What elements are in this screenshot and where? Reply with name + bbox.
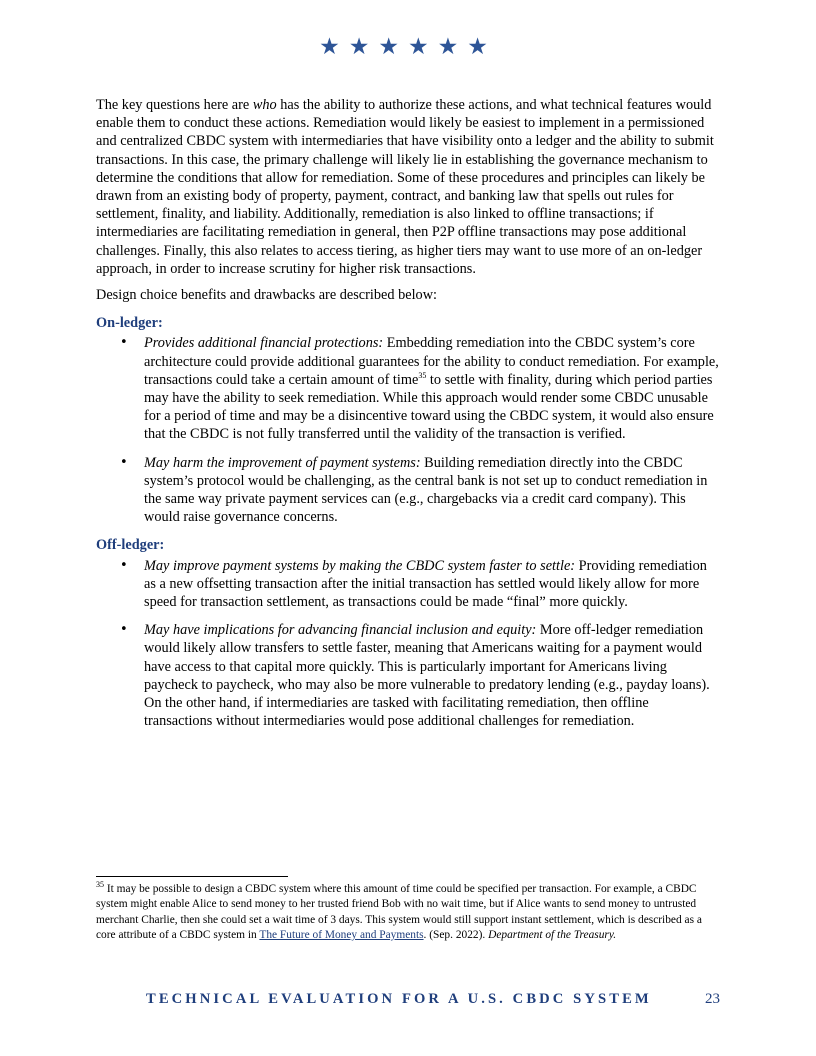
item-lead: Provides additional financial protections: xyxy=(144,335,384,352)
footnote: $^{35}$ It may be possible to design a CBDC system where this amount of time could be specified per transaction. For example, a CBDC system might enable Alice to send money to her trusted friend Bob with no wait time, but if Alice wants to send money to untrusted merchant Charlie, then she could set a wait time of 3 days. This system would still support instant settlement, which is described as a core attribute of a CBDC system in The Future of Money and Payments. (Sep. 2022). Department of the Treasury. xyxy=(96,880,702,941)
list-item: • May harm the improvement of payment systems: Building remediation directly into the CBDC system’s protocol would be challenging, as the central bank is not set up to conduct remediation in the same way private payment services can (e.g., chargebacks via a credit card company). This would raise governance concerns. xyxy=(120,454,708,526)
star-row-icon: ★★★★★★ xyxy=(319,34,497,60)
bullet-icon: • xyxy=(120,454,128,470)
main-content xyxy=(96,96,720,741)
item-lead: May harm the improvement of payment systems: xyxy=(144,454,421,471)
bullet-icon: • xyxy=(120,622,128,638)
footer-title: TECHNICAL EVALUATION FOR A U.S. CBDC SYSTEM xyxy=(146,991,652,1007)
emphasis-who: who xyxy=(252,97,277,113)
footnote-source: Department of the Treasury. xyxy=(488,928,617,941)
page-footer xyxy=(146,991,720,1008)
on-ledger-list xyxy=(96,334,720,526)
bullet-icon: • xyxy=(120,557,128,573)
intro-paragraph: The key questions here are who has the ability to authorize these actions, and what technical features would enable them to conduct these actions. Remediation would likely be easiest to implement in a permissioned and centralized CBDC system with intermediaries that have visibility onto a ledger and the ability to submit transactions. In this case, the primary challenge will likely lie in establishing the governance mechanism to determine the conditions that allow for remediation. Some of these procedures and principles can likely be drawn from an existing body of property, payment, contract, and banking law that spells out rules for settlement, finality, and liability. Additionally, remediation is also linked to offline transactions; if intermediaries are facilitating remediation in general, then P2P offline transactions may pose additional challenges. Finally, this also relates to access tiering, as higher tiers may want to use more of an on-ledger approach, in order to increase scrutiny for higher risk transactions. xyxy=(96,97,714,277)
footnote-number: 35 xyxy=(96,880,104,890)
footnote-reference: 35 xyxy=(418,371,427,381)
on-ledger-heading: On-ledger: xyxy=(96,315,163,332)
design-choice-intro: Design choice benefits and drawbacks are described below: xyxy=(96,287,438,304)
page-number: 23 xyxy=(705,991,720,1007)
bullet-icon: • xyxy=(120,335,128,351)
off-ledger-heading: Off-ledger: xyxy=(96,537,165,554)
future-of-money-link[interactable]: The Future of Money and Payments xyxy=(259,928,424,941)
item-lead: May improve payment systems by making the CBDC system faster to settle: xyxy=(144,557,576,574)
footnote-divider xyxy=(96,876,288,877)
list-item: • Provides additional financial protections: Embedding remediation into the CBDC system’s core architecture could provide additional guarantees for the ability to conduct remediation. For example, transactions could take a certain amount of time$^{35}$ to settle with finality, during which period parties may have the ability to seek remediation. While this approach would render some CBDC unusable for a period of time and may be a disincentive toward using the CBDC system, it would also ensure that the CBDC is not fully transferred until the validity of the transaction is verified. xyxy=(120,335,719,443)
list-item: • May improve payment systems by making the CBDC system faster to settle: Providing remediation as a new offsetting transaction after the initial transaction has settled would likely allow for more speed for transaction settlement, as transactions could be made “final” more quickly. xyxy=(120,557,707,611)
list-item: • May have implications for advancing financial inclusion and equity: More off-ledger remediation would likely allow transfers to settle faster, meaning that Americans waiting for a payment would have access to that capital more quickly. This is particularly important for Americans living paycheck to paycheck, who may also be more vulnerable to predatory lending (e.g., payday loans). On the other hand, if intermediaries are tasked with facilitating remediation, then offline transactions without intermediaries would pose additional challenges for remediation. xyxy=(120,622,710,730)
item-lead: May have implications for advancing financial inclusion and equity: xyxy=(144,622,537,639)
off-ledger-list xyxy=(96,557,720,731)
